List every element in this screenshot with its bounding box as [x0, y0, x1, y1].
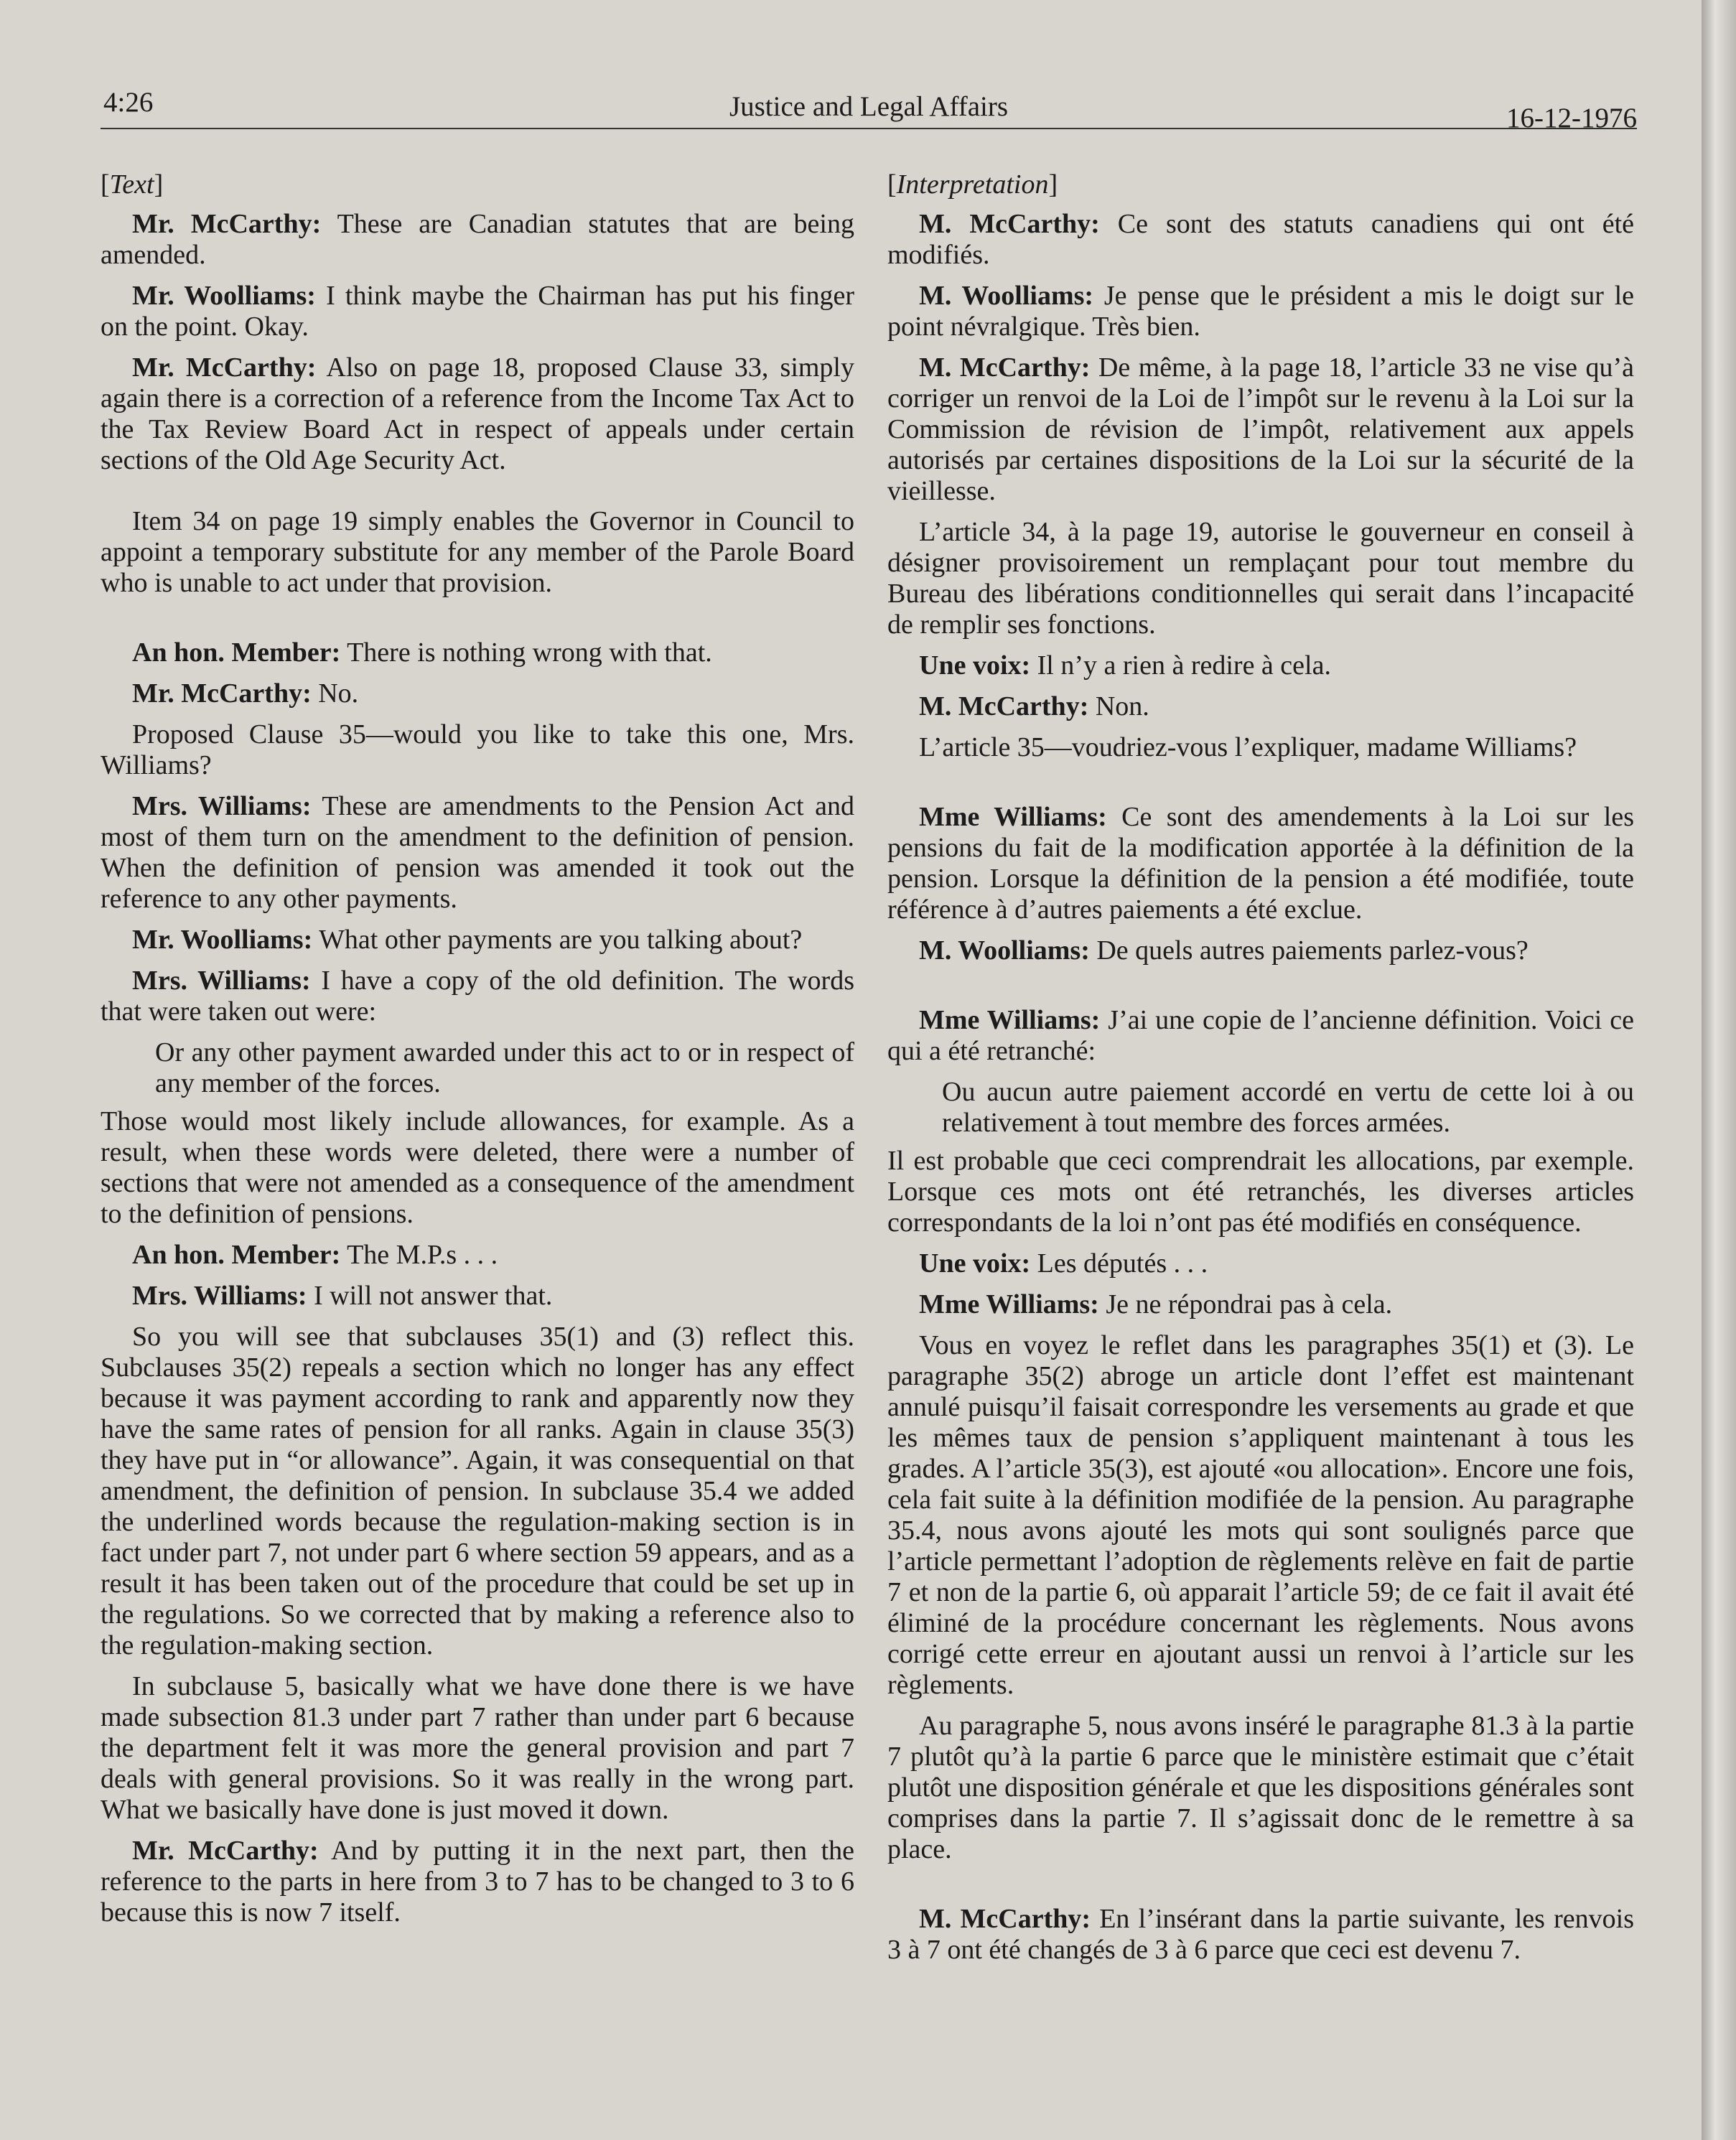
paragraph: M. McCarthy: En l’insérant dans la partie suivante, les renvois 3 à 7 ont été changés de 3 à 6 parce que ceci est devenu 7. [887, 1904, 1634, 1965]
paragraph: Mrs. Williams: I have a copy of the old definition. The words that were taken out were: [101, 966, 854, 1027]
page-edge [1702, 0, 1736, 2140]
paragraph: So you will see that subclauses 35(1) and (3) reflect this. Subclauses 35(2) repeals a section which no longer has any effect because it was payment according to rank and apparently now they have the same rates of pension for all ranks. Again in clause 35(3) they have put in “or allowance”. Again, it was consequential on that amendment, the definition of pension. In subclause 35.4 we added the underlined words because the regulation-making section is in fact under part 7, not under part 6 where section 59 appears, and as a result it has been taken out of the procedure that could be set up in the regulations. So we corrected that by making a reference also to the regulation-making section. [101, 1322, 854, 1660]
paragraph: Item 34 on page 19 simply enables the Governor in Council to appoint a temporary substitute for any member of the Parole Board who is unable to act under that provision. [101, 506, 854, 598]
paragraph: Une voix: Il n’y a rien à redire à cela. [919, 650, 1331, 681]
paragraph: M. McCarthy: De même, à la page 18, l’article 33 ne vise qu’à corriger un renvoi de la Loi de l’impôt sur le revenu à la Loi sur la Commission de révision de l’impôt, relativement aux appels autorisés par certaines dispositions de la Loi sur la sécurité de la vieillesse. [887, 352, 1635, 506]
column-label: [Interpretation] [887, 169, 1058, 200]
paragraph: An hon. Member: The M.P.s . . . [132, 1240, 498, 1270]
paragraph: Mme Williams: J’ai une copie de l’ancienne définition. Voici ce qui a été retranché: [887, 1005, 1634, 1066]
paragraph: Mr. McCarthy: No. [132, 678, 359, 709]
paragraph: Mme Williams: Ce sont des amendements à la Loi sur les pensions du fait de la modification apportée à la définition de la pension. Lorsque la définition de la pension a été modifiée, toute référence à d’autres paiements a été exclue. [887, 802, 1635, 925]
page-header [101, 86, 1637, 134]
block-quote: Or any other payment awarded under this act to or in respect of any member of the forces. [155, 1037, 854, 1098]
english-column [101, 169, 854, 1938]
paragraph: Mr. Woolliams: I think maybe the Chairman has put his finger on the point. Okay. [101, 281, 855, 342]
paragraph: An hon. Member: There is nothing wrong with that. [132, 637, 712, 668]
publication-title: Justice and Legal Affairs [729, 91, 1009, 122]
paragraph: M. McCarthy: Non. [919, 691, 1149, 721]
paragraph: Mr. Woolliams: What other payments are you talking about? [132, 925, 803, 955]
paragraph: Those would most likely include allowances, for example. As a result, when these words were deleted, there were a number of sections that were not amended as a consequence of the amendment to the definition of pensions. [101, 1106, 854, 1229]
paragraph: Une voix: Les députés . . . [919, 1248, 1208, 1279]
paragraph: Mme Williams: Je ne répondrai pas à cela. [919, 1289, 1393, 1319]
paragraph: Mr. McCarthy: And by putting it in the next part, then the reference to the parts in here from 3 to 7 has to be changed to 3 to 6 because this is now 7 itself. [101, 1836, 855, 1928]
page-number: 4:26 [103, 87, 154, 118]
paragraph: Mrs. Williams: I will not answer that. [132, 1281, 553, 1311]
paragraph: Mr. McCarthy: These are Canadian statutes that are being amended. [101, 209, 854, 270]
french-column [887, 169, 1634, 1976]
paragraph: Mrs. Williams: These are amendments to the Pension Act and most of them turn on the amendment to the definition of pension. When the definition of pension was amended it took out the reference to any other payments. [101, 791, 854, 914]
paragraph: Il est probable que ceci comprendrait les allocations, par exemple. Lorsque ces mots ont été retranchés, les diverses articles correspondants de la loi n’ont pas été modifiés en conséquence. [887, 1146, 1634, 1238]
paragraph: L’article 34, à la page 19, autorise le gouverneur en conseil à désigner provisoirement un remplaçant pour tout membre du Bureau des libérations conditionnelles qui serait dans l’incapacité de remplir ses fonctions. [887, 517, 1634, 640]
column-label: [Text] [101, 169, 164, 200]
paragraph: L’article 35—voudriez-vous l’expliquer, madame Williams? [919, 732, 1577, 762]
paragraph: M. McCarthy: Ce sont des statuts canadiens qui ont été modifiés. [887, 209, 1635, 270]
paragraph: Mr. McCarthy: Also on page 18, proposed Clause 33, simply again there is a correction of a reference from the Income Tax Act to the Tax Review Board Act in respect of appeals under certain sections of the Old Age Security Act. [101, 352, 854, 475]
paragraph: Vous en voyez le reflet dans les paragraphes 35(1) et (3). Le paragraphe 35(2) abroge un article dont l’effet est maintenant annulé puisqu’il faisait correspondre les versements au grade et que les mêmes taux de pension s’appliquent maintenant à tous les grades. A l’article 35(3), est ajouté «ou allocation». Encore une fois, cela fait suite à la définition modifiée de la pension. Au paragraphe 35.4, nous avons ajouté les mots qui sont soulignés parce que l’article permettant l’adoption de règlements relève en fait de partie 7 et non de la partie 6, où apparait l’article 59; de ce fait il avait été éliminé de la procédure concernant les règlements. Nous avons corrigé cette erreur en ajoutant aussi un renvoi à l’article sur les règlements. [887, 1330, 1634, 1700]
paragraph: M. Woolliams: De quels autres paiements parlez-vous? [919, 935, 1529, 966]
paragraph: Proposed Clause 35—would you like to take this one, Mrs. Williams? [101, 719, 854, 780]
paragraph: In subclause 5, basically what we have done there is we have made subsection 81.3 under part 7 rather than under part 6 because the department felt it was more the general provision and part 7 deals with general provisions. So it was really in the wrong part. What we basically have done is just moved it down. [101, 1671, 854, 1825]
block-quote: Ou aucun autre paiement accordé en vertu de cette loi à ou relativement à tout membre des forces armées. [942, 1077, 1634, 1138]
header-rule [101, 128, 1637, 129]
paragraph: Au paragraphe 5, nous avons inséré le paragraphe 81.3 à la partie 7 plutôt qu’à la partie 6 parce que le ministère estimait que c’était plutôt une disposition générale et que les dispositions générales sont comprises dans la partie 7. Il s’agissait donc de le remettre à sa place. [887, 1711, 1634, 1864]
paragraph: M. Woolliams: Je pense que le président a mis le doigt sur le point névralgique. Très bien. [887, 281, 1634, 342]
page-date: 16-12-1976 [1506, 103, 1637, 134]
